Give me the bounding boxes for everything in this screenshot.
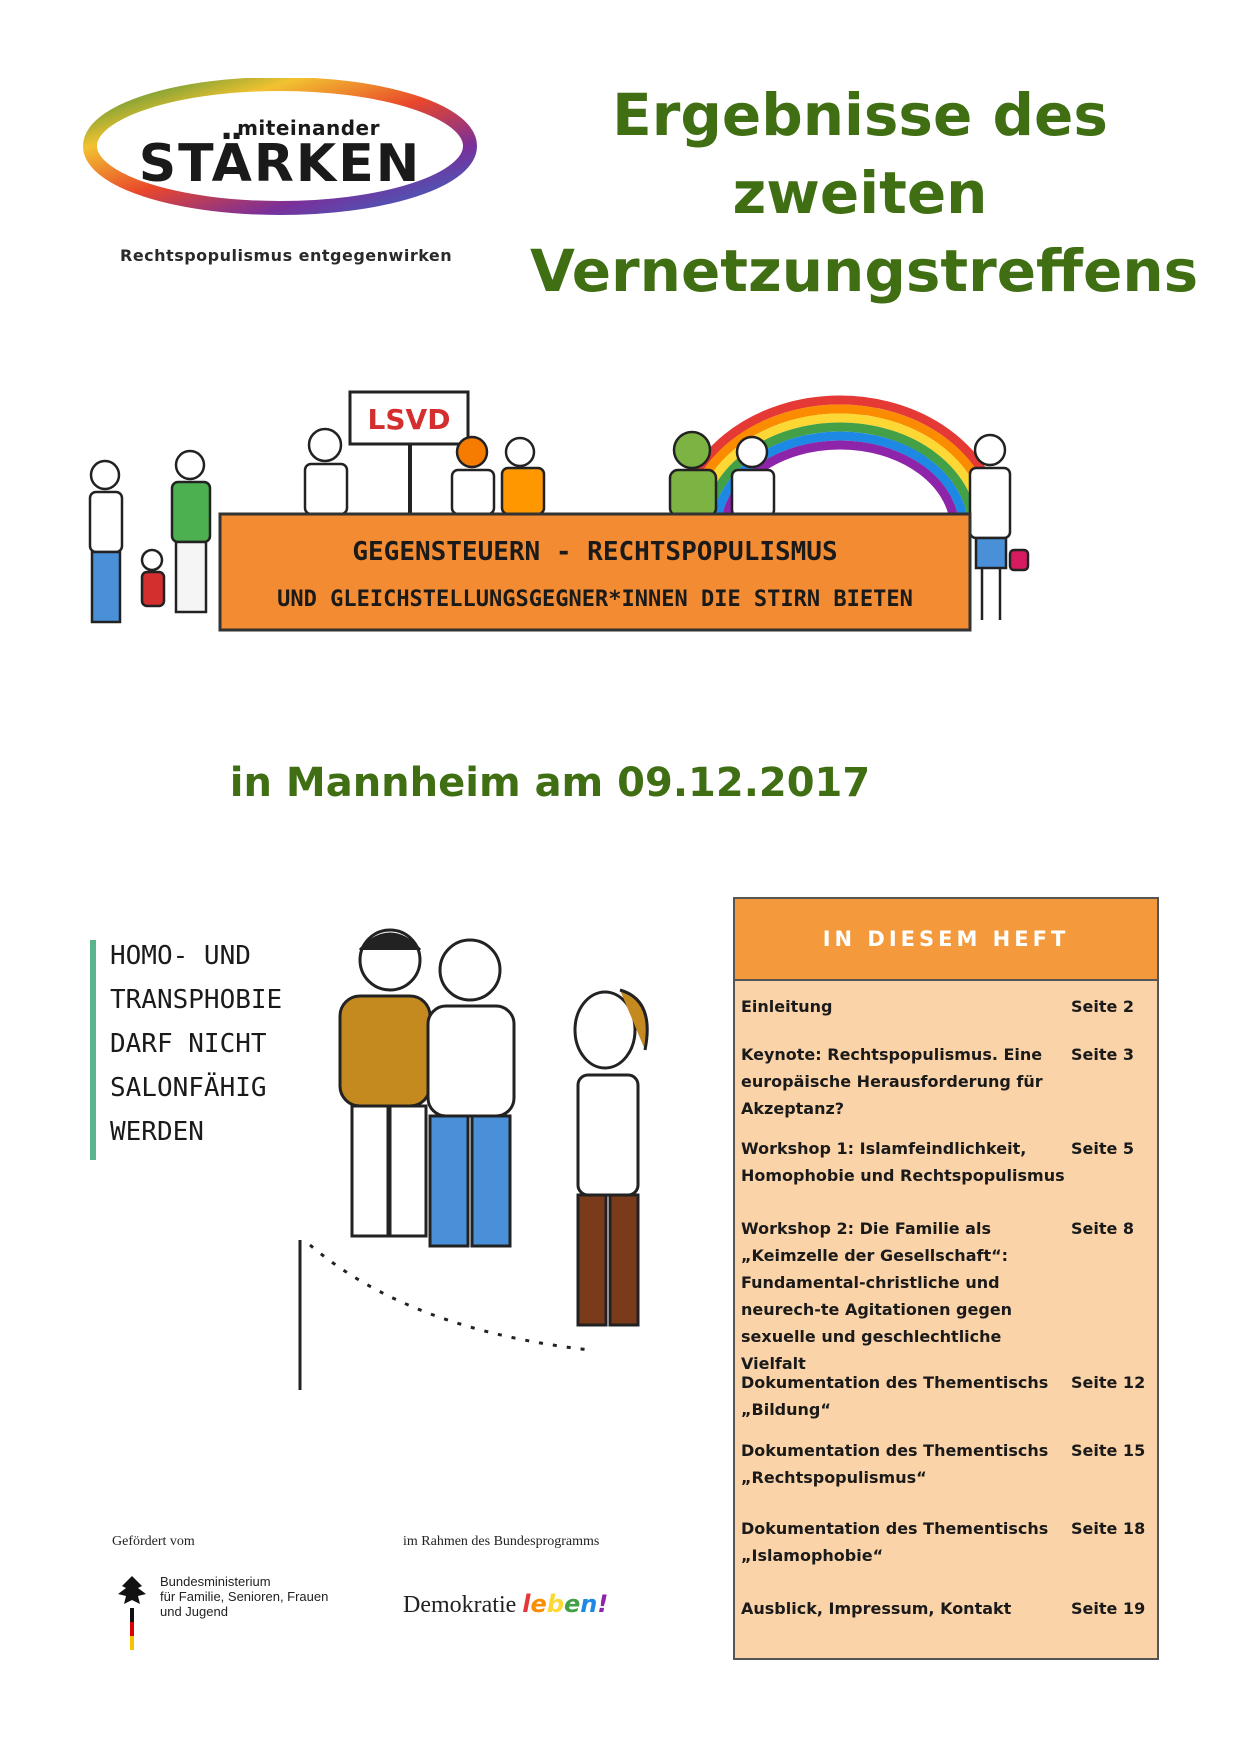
- logo-big-text: STÄRKEN: [138, 134, 422, 194]
- toc-entry[interactable]: [741, 1041, 1151, 1122]
- ministry-line-3: und Jugend: [160, 1604, 228, 1619]
- banner-line-2: UND GLEICHSTELLUNGSGEGNER*INNEN DIE STIRN BIETEN: [277, 587, 913, 612]
- toc-entry[interactable]: [741, 1369, 1151, 1423]
- event-subtitle: in Mannheim am 09.12.2017: [229, 760, 871, 806]
- logo-small-text: miteinander: [237, 116, 380, 140]
- toc-entry-page: Seite 5: [1071, 1139, 1135, 1158]
- funded-by-label: Gefördert vom: [112, 1534, 195, 1549]
- toc-entry-label: Ausblick, Impressum, Kontakt: [741, 1599, 1012, 1618]
- orange-banner: [220, 514, 970, 630]
- logo: [80, 78, 480, 278]
- toc-entry-label: Keynote: Rechtspopulismus. Eine europäische Herausforderung für Akzeptanz?: [741, 1045, 1043, 1118]
- caption-line-5: WERDEN: [110, 1117, 204, 1147]
- ministry-line-2: für Familie, Senioren, Frauen: [160, 1589, 329, 1604]
- program-label: im Rahmen des Bundesprogramms: [403, 1534, 600, 1549]
- program-suffix-letter: e: [564, 1590, 581, 1618]
- toc-entry-page: Seite 19: [1071, 1599, 1146, 1618]
- toc-entry[interactable]: [741, 1135, 1151, 1189]
- caption-line-4: SALONFÄHIG: [110, 1073, 267, 1103]
- toc-entry-page: Seite 12: [1071, 1373, 1146, 1392]
- toc-entry-label: Dokumentation des Thementischs „Bildung“: [741, 1373, 1049, 1419]
- lsvd-sign: [350, 392, 468, 520]
- toc-entry-page: Seite 8: [1071, 1219, 1135, 1238]
- homophobia-illustration: [90, 910, 690, 1400]
- title-line-3: Vernetzungstreffens: [530, 237, 1199, 305]
- toc-entry[interactable]: [741, 993, 1151, 1020]
- accent-bar: [90, 940, 96, 1160]
- logo-tagline: Rechtspopulismus entgegenwirken: [120, 246, 453, 265]
- toc-entry[interactable]: [741, 1515, 1151, 1569]
- program-suffix-text: [522, 1590, 608, 1618]
- toc-heading: IN DIESEM HEFT: [735, 899, 1157, 981]
- toc-entry-label: Dokumentation des Thementischs „Rechtspopulismus“: [741, 1441, 1049, 1487]
- ministry-logo: [112, 1572, 352, 1652]
- caption-line-1: HOMO- UND: [110, 941, 251, 971]
- toc-entry[interactable]: [741, 1215, 1151, 1377]
- demokratie-leben-logo: [403, 1590, 608, 1619]
- title-line-1: Ergebnisse des: [612, 81, 1108, 149]
- toc-entry-label: Dokumentation des Thementischs „Islamophobie“: [741, 1519, 1049, 1565]
- program-prefix: Demokratie: [403, 1592, 517, 1618]
- federal-eagle-icon: [112, 1572, 152, 1652]
- program-suffix-letter: !: [597, 1590, 609, 1618]
- program-suffix-letter: n: [580, 1590, 598, 1618]
- toc-entry-label: Workshop 1: Islamfeindlichkeit, Homophobie und Rechtspopulismus: [741, 1139, 1065, 1185]
- program-suffix-letter: l: [522, 1590, 531, 1618]
- toc-entry[interactable]: [741, 1437, 1151, 1491]
- title-line-2: zweiten: [732, 159, 988, 227]
- toc-entry-page: Seite 18: [1071, 1519, 1146, 1538]
- table-of-contents: [733, 897, 1159, 1660]
- program-suffix: [522, 1592, 608, 1618]
- toc-entry-label: Workshop 2: Die Familie als „Keimzelle der Gesellschaft“: Fundamental-christliche und neurech-te Agitationen gegen sexuelle und geschlechtliche Vielfalt: [741, 1219, 1013, 1373]
- protest-banner-illustration: [80, 380, 1160, 710]
- toc-entry-page: Seite 2: [1071, 997, 1135, 1016]
- toc-entry-page: Seite 3: [1071, 1045, 1135, 1064]
- sign-text: LSVD: [367, 403, 451, 436]
- caption-line-2: TRANSPHOBIE: [110, 985, 283, 1015]
- ministry-line-1: Bundesministerium: [160, 1574, 271, 1589]
- caption-line-3: DARF NICHT: [110, 1029, 267, 1059]
- rainbow-graphic: [680, 400, 1000, 530]
- toc-entry-page: Seite 15: [1071, 1441, 1146, 1460]
- banner-line-1: GEGENSTEUERN - RECHTSPOPULISMUS: [352, 537, 838, 567]
- ministry-name: [160, 1574, 350, 1619]
- program-suffix-letter: e: [530, 1590, 547, 1618]
- toc-entry-label: Einleitung: [741, 997, 833, 1016]
- couple-and-onlooker-drawing: [260, 910, 680, 1390]
- toc-entry[interactable]: [741, 1595, 1151, 1622]
- program-suffix-letter: b: [546, 1590, 564, 1618]
- page-title: [530, 76, 1199, 310]
